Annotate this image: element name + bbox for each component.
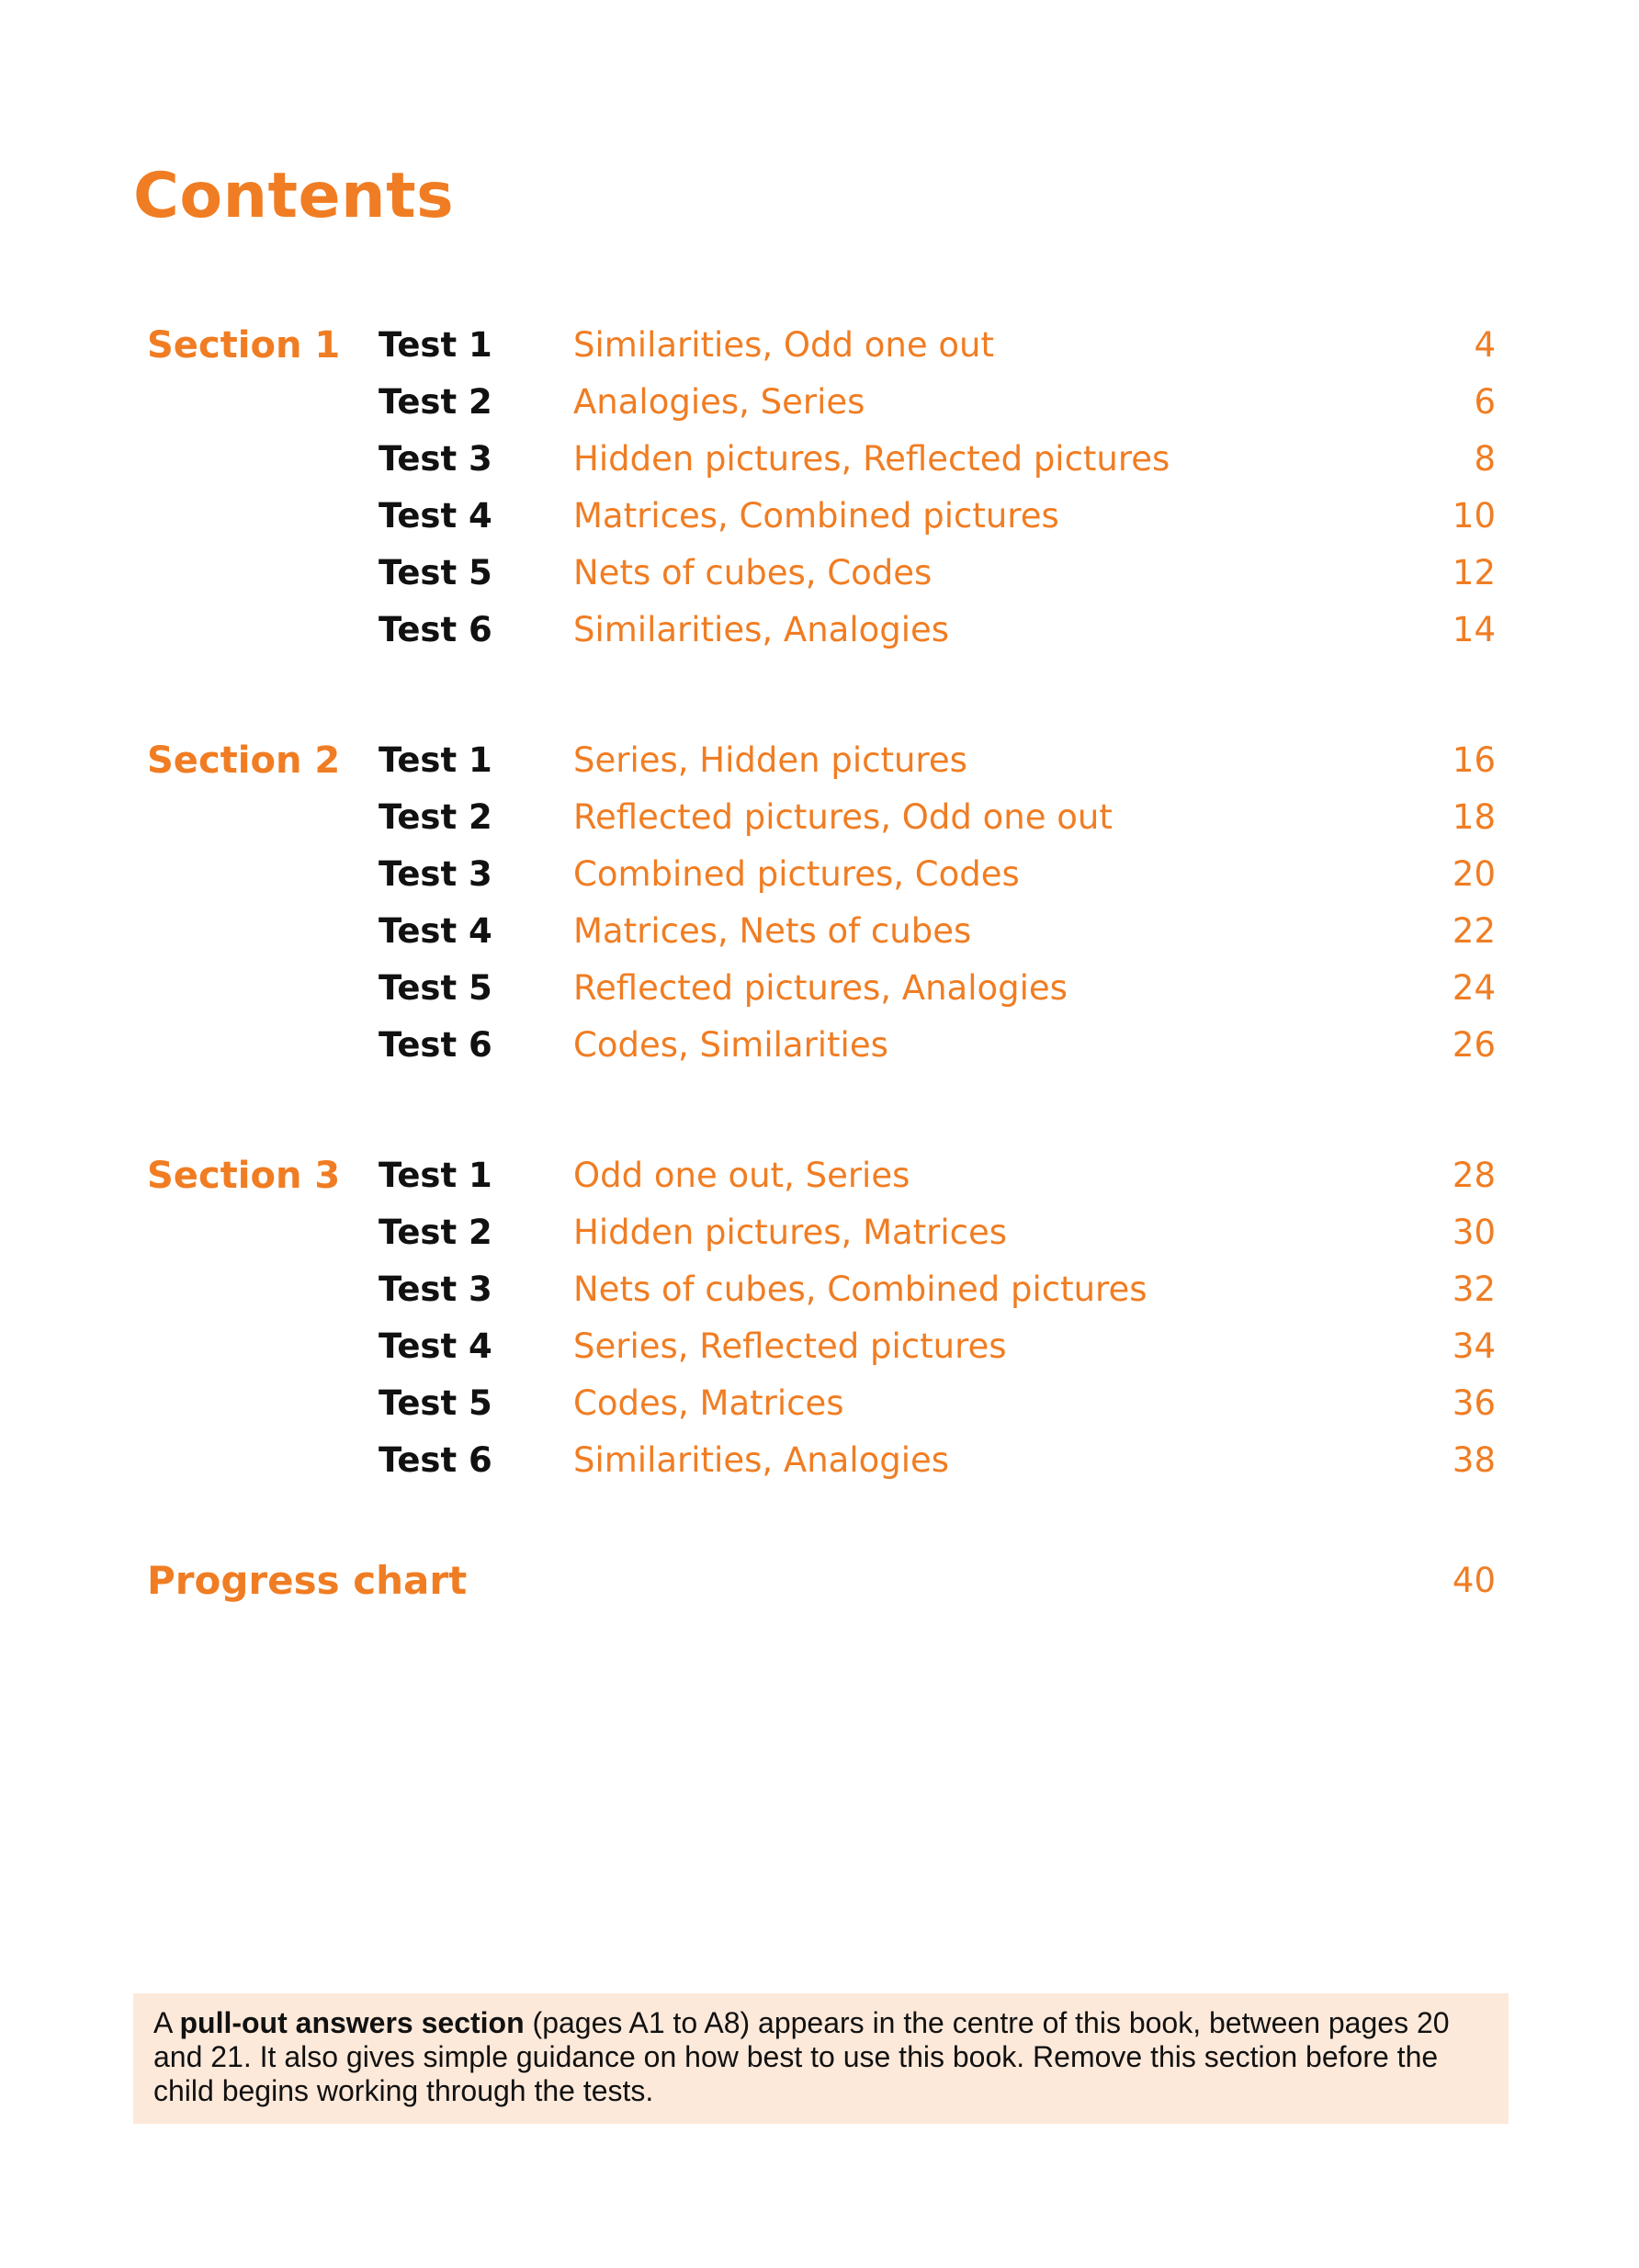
test-label: Test 1 — [379, 325, 492, 365]
test-label: Test 3 — [379, 1269, 492, 1309]
note-prefix: A — [153, 2006, 180, 2039]
page-number: 12 — [1452, 553, 1496, 592]
test-topic: Similarities, Analogies — [573, 1440, 950, 1480]
contents-row[interactable] — [0, 431, 1639, 488]
section-3 — [0, 1147, 1639, 1489]
test-label: Test 6 — [379, 1025, 492, 1065]
section-label: Section 3 — [147, 1155, 341, 1197]
page-number: 6 — [1474, 382, 1496, 422]
page-number: 36 — [1452, 1383, 1496, 1423]
test-topic: Codes, Matrices — [573, 1383, 844, 1423]
page-number: 14 — [1452, 610, 1496, 649]
contents-row[interactable] — [0, 846, 1639, 903]
test-topic: Nets of cubes, Combined pictures — [573, 1269, 1147, 1309]
page-number: 32 — [1452, 1269, 1496, 1309]
section-label: Section 2 — [147, 739, 341, 782]
section-1 — [0, 317, 1639, 659]
page-number: 38 — [1452, 1440, 1496, 1480]
test-label: Test 2 — [379, 797, 492, 837]
contents-row[interactable] — [0, 488, 1639, 545]
contents-row[interactable] — [0, 1318, 1639, 1375]
page-number: 4 — [1474, 325, 1496, 365]
contents-row[interactable] — [0, 374, 1639, 431]
test-label: Test 3 — [379, 439, 492, 479]
section-2 — [0, 732, 1639, 1074]
page-number: 18 — [1452, 797, 1496, 837]
test-label: Test 6 — [379, 1440, 492, 1480]
test-topic: Series, Hidden pictures — [573, 740, 967, 780]
test-label: Test 1 — [379, 740, 492, 780]
contents-row[interactable] — [0, 602, 1639, 659]
page-number: 10 — [1452, 496, 1496, 536]
contents-row[interactable] — [0, 1261, 1639, 1318]
test-topic: Reflected pictures, Odd one out — [573, 797, 1113, 837]
note-text: (pages A1 to A8) appears in the centre of this book, between pages 20 and 21. It also gives simple guidance on how best to use this book. Remove this section before the child begins working through the tests. — [153, 2006, 1450, 2107]
test-label: Test 2 — [379, 1213, 492, 1252]
test-label: Test 4 — [379, 496, 492, 536]
contents-row[interactable] — [0, 789, 1639, 846]
test-label: Test 6 — [379, 610, 492, 649]
test-topic: Similarities, Analogies — [573, 610, 950, 649]
note-bold-text: pull-out answers section — [179, 2006, 525, 2039]
contents-row[interactable] — [0, 1017, 1639, 1074]
page-number: 20 — [1452, 854, 1496, 894]
test-topic: Odd one out, Series — [573, 1156, 910, 1195]
test-topic: Similarities, Odd one out — [573, 325, 994, 365]
page-number: 34 — [1452, 1326, 1496, 1366]
page-number: 16 — [1452, 740, 1496, 780]
progress-chart-row[interactable] — [0, 1552, 1639, 1609]
test-topic: Nets of cubes, Codes — [573, 553, 933, 592]
contents-row[interactable] — [0, 903, 1639, 960]
contents-row[interactable] — [0, 732, 1639, 789]
test-topic: Combined pictures, Codes — [573, 854, 1020, 894]
page-number: 24 — [1452, 968, 1496, 1008]
contents-row[interactable] — [0, 960, 1639, 1017]
test-topic: Matrices, Nets of cubes — [573, 911, 972, 951]
test-label: Test 4 — [379, 911, 492, 951]
test-topic: Analogies, Series — [573, 382, 865, 422]
test-label: Test 5 — [379, 1383, 492, 1423]
section-label: Section 1 — [147, 324, 341, 367]
progress-chart-label: Progress chart — [147, 1558, 468, 1603]
contents-row[interactable] — [0, 317, 1639, 374]
test-label: Test 2 — [379, 382, 492, 422]
contents-row[interactable] — [0, 1375, 1639, 1432]
contents-row[interactable] — [0, 545, 1639, 602]
contents-row[interactable] — [0, 1432, 1639, 1489]
answers-note — [133, 1993, 1509, 2124]
test-label: Test 5 — [379, 968, 492, 1008]
test-label: Test 4 — [379, 1326, 492, 1366]
test-topic: Matrices, Combined pictures — [573, 496, 1059, 536]
page-number: 22 — [1452, 911, 1496, 951]
page-number: 40 — [1452, 1561, 1496, 1600]
page-title: Contents — [133, 160, 455, 232]
test-topic: Hidden pictures, Matrices — [573, 1213, 1008, 1252]
test-label: Test 3 — [379, 854, 492, 894]
test-topic: Reflected pictures, Analogies — [573, 968, 1068, 1008]
page-number: 26 — [1452, 1025, 1496, 1065]
contents-row[interactable] — [0, 1147, 1639, 1204]
test-topic: Series, Reflected pictures — [573, 1326, 1007, 1366]
test-label: Test 1 — [379, 1156, 492, 1195]
test-topic: Codes, Similarities — [573, 1025, 888, 1065]
test-label: Test 5 — [379, 553, 492, 592]
page-number: 30 — [1452, 1213, 1496, 1252]
contents-row[interactable] — [0, 1204, 1639, 1261]
page-number: 8 — [1474, 439, 1496, 479]
test-topic: Hidden pictures, Reflected pictures — [573, 439, 1170, 479]
page-number: 28 — [1452, 1156, 1496, 1195]
